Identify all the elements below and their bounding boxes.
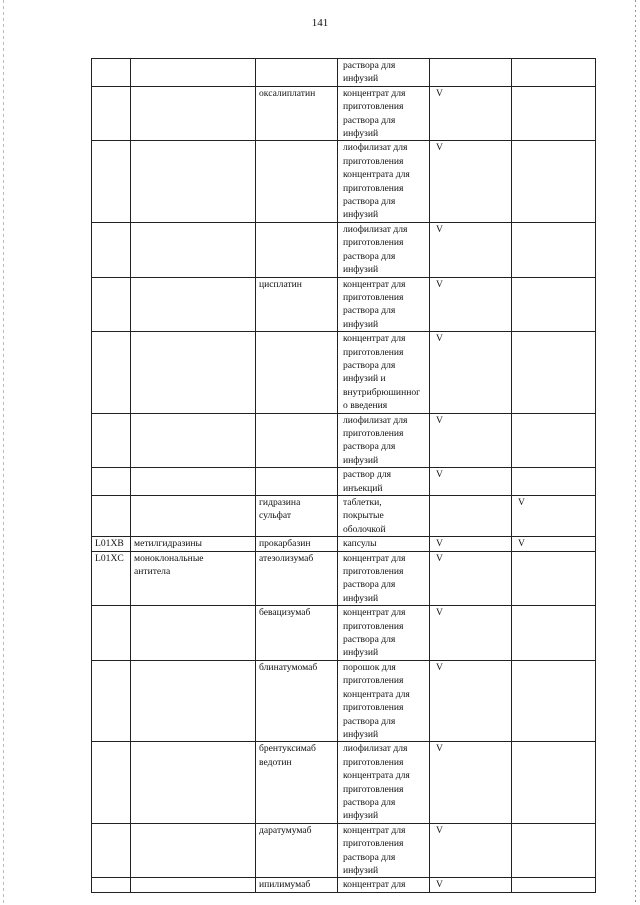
page-number: 141 bbox=[311, 17, 329, 29]
mark-col5-cell bbox=[430, 59, 512, 87]
mark-col5-cell: V bbox=[430, 537, 512, 551]
table-row bbox=[92, 606, 596, 661]
mark-col6-cell: V bbox=[512, 496, 596, 537]
drug-name-cell bbox=[256, 413, 338, 468]
mark-col6-cell bbox=[512, 660, 596, 741]
table-row bbox=[92, 222, 596, 277]
dosage-form-cell: концентрат для приготовления раствора для инфузий и внутрибрюшинног о введения bbox=[338, 332, 430, 413]
mark-col6-cell bbox=[512, 332, 596, 413]
mark-col5-cell: V bbox=[430, 413, 512, 468]
mark-col5-cell: V bbox=[430, 141, 512, 222]
pharm-group-cell: метилгидразины bbox=[131, 537, 256, 551]
drug-name-cell bbox=[256, 332, 338, 413]
mark-col6-cell bbox=[512, 742, 596, 823]
atc-code-cell bbox=[92, 141, 131, 222]
table-row bbox=[92, 86, 596, 141]
medication-table bbox=[91, 58, 596, 893]
medication-table-body bbox=[92, 59, 596, 893]
pharm-group-cell bbox=[131, 660, 256, 741]
atc-code-cell bbox=[92, 496, 131, 537]
atc-code-cell bbox=[92, 468, 131, 496]
atc-code-cell bbox=[92, 878, 131, 892]
atc-code-cell bbox=[92, 823, 131, 878]
dosage-form-cell: концентрат для приготовления раствора для инфузий bbox=[338, 606, 430, 661]
drug-name-cell: ипилимумаб bbox=[256, 878, 338, 892]
table-row bbox=[92, 496, 596, 537]
mark-col6-cell bbox=[512, 823, 596, 878]
drug-name-cell: оксалиплатин bbox=[256, 86, 338, 141]
pharm-group-cell bbox=[131, 413, 256, 468]
mark-col6-cell bbox=[512, 141, 596, 222]
mark-col6-cell bbox=[512, 413, 596, 468]
pharm-group-cell bbox=[131, 332, 256, 413]
dosage-form-cell: порошок для приготовления концентрата для приготовления раствора для инфузий bbox=[338, 660, 430, 741]
dosage-form-cell: капсулы bbox=[338, 537, 430, 551]
atc-code-cell bbox=[92, 59, 131, 87]
drug-name-cell: бевацизумаб bbox=[256, 606, 338, 661]
atc-code-cell bbox=[92, 660, 131, 741]
mark-col6-cell bbox=[512, 277, 596, 332]
mark-col6-cell bbox=[512, 878, 596, 892]
dosage-form-cell: раствора для инфузий bbox=[338, 59, 430, 87]
pharm-group-cell bbox=[131, 606, 256, 661]
drug-name-cell: брентуксимаб ведотин bbox=[256, 742, 338, 823]
pharm-group-cell bbox=[131, 468, 256, 496]
mark-col6-cell bbox=[512, 59, 596, 87]
pharm-group-cell bbox=[131, 823, 256, 878]
dosage-form-cell: таблетки, покрытые оболочкой bbox=[338, 496, 430, 537]
mark-col6-cell bbox=[512, 551, 596, 606]
mark-col5-cell bbox=[430, 496, 512, 537]
atc-code-cell bbox=[92, 277, 131, 332]
mark-col5-cell: V bbox=[430, 823, 512, 878]
drug-name-cell bbox=[256, 59, 338, 87]
pharm-group-cell bbox=[131, 141, 256, 222]
dosage-form-cell: концентрат для приготовления раствора для инфузий bbox=[338, 277, 430, 332]
mark-col5-cell: V bbox=[430, 878, 512, 892]
mark-col6-cell: V bbox=[512, 537, 596, 551]
table-row bbox=[92, 59, 596, 87]
drug-name-cell: даратумумаб bbox=[256, 823, 338, 878]
mark-col6-cell bbox=[512, 222, 596, 277]
drug-name-cell: блинатумомаб bbox=[256, 660, 338, 741]
table-row bbox=[92, 878, 596, 892]
atc-code-cell bbox=[92, 606, 131, 661]
dosage-form-cell: лиофилизат для приготовления раствора для инфузий bbox=[338, 413, 430, 468]
mark-col5-cell: V bbox=[430, 660, 512, 741]
drug-name-cell: гидразина сульфат bbox=[256, 496, 338, 537]
pharm-group-cell bbox=[131, 59, 256, 87]
pharm-group-cell bbox=[131, 277, 256, 332]
dosage-form-cell: концентрат для приготовления раствора для инфузий bbox=[338, 823, 430, 878]
drug-name-cell: атезолизумаб bbox=[256, 551, 338, 606]
table-row bbox=[92, 332, 596, 413]
pharm-group-cell: моноклональные антитела bbox=[131, 551, 256, 606]
pharm-group-cell bbox=[131, 742, 256, 823]
table-row bbox=[92, 413, 596, 468]
atc-code-cell bbox=[92, 332, 131, 413]
dosage-form-cell: раствор для инъекций bbox=[338, 468, 430, 496]
drug-name-cell: цисплатин bbox=[256, 277, 338, 332]
mark-col5-cell: V bbox=[430, 86, 512, 141]
dosage-form-cell: концентрат для приготовления раствора для инфузий bbox=[338, 551, 430, 606]
table-row bbox=[92, 660, 596, 741]
drug-name-cell bbox=[256, 468, 338, 496]
pharm-group-cell bbox=[131, 86, 256, 141]
atc-code-cell bbox=[92, 742, 131, 823]
dosage-form-cell: концентрат для приготовления раствора для инфузий bbox=[338, 86, 430, 141]
pharm-group-cell bbox=[131, 222, 256, 277]
atc-code-cell bbox=[92, 86, 131, 141]
table-row bbox=[92, 742, 596, 823]
table-row bbox=[92, 823, 596, 878]
dosage-form-cell: лиофилизат для приготовления раствора для инфузий bbox=[338, 222, 430, 277]
scan-edge-right bbox=[635, 0, 636, 905]
table-row bbox=[92, 277, 596, 332]
atc-code-cell bbox=[92, 222, 131, 277]
table-row bbox=[92, 537, 596, 551]
table-row bbox=[92, 468, 596, 496]
dosage-form-cell: лиофилизат для приготовления концентрата для приготовления раствора для инфузий bbox=[338, 742, 430, 823]
mark-col6-cell bbox=[512, 86, 596, 141]
scan-edge-left bbox=[3, 0, 4, 905]
mark-col5-cell: V bbox=[430, 606, 512, 661]
drug-name-cell bbox=[256, 222, 338, 277]
table-row bbox=[92, 141, 596, 222]
atc-code-cell bbox=[92, 413, 131, 468]
dosage-form-cell: лиофилизат для приготовления концентрата для приготовления раствора для инфузий bbox=[338, 141, 430, 222]
atc-code-cell: L01XC bbox=[92, 551, 131, 606]
atc-code-cell: L01XB bbox=[92, 537, 131, 551]
mark-col5-cell: V bbox=[430, 551, 512, 606]
mark-col5-cell: V bbox=[430, 332, 512, 413]
mark-col6-cell bbox=[512, 468, 596, 496]
mark-col5-cell: V bbox=[430, 222, 512, 277]
pharm-group-cell bbox=[131, 878, 256, 892]
pharm-group-cell bbox=[131, 496, 256, 537]
mark-col6-cell bbox=[512, 606, 596, 661]
drug-name-cell: прокарбазин bbox=[256, 537, 338, 551]
mark-col5-cell: V bbox=[430, 468, 512, 496]
table-row bbox=[92, 551, 596, 606]
mark-col5-cell: V bbox=[430, 277, 512, 332]
drug-name-cell bbox=[256, 141, 338, 222]
mark-col5-cell: V bbox=[430, 742, 512, 823]
dosage-form-cell: концентрат для bbox=[338, 878, 430, 892]
